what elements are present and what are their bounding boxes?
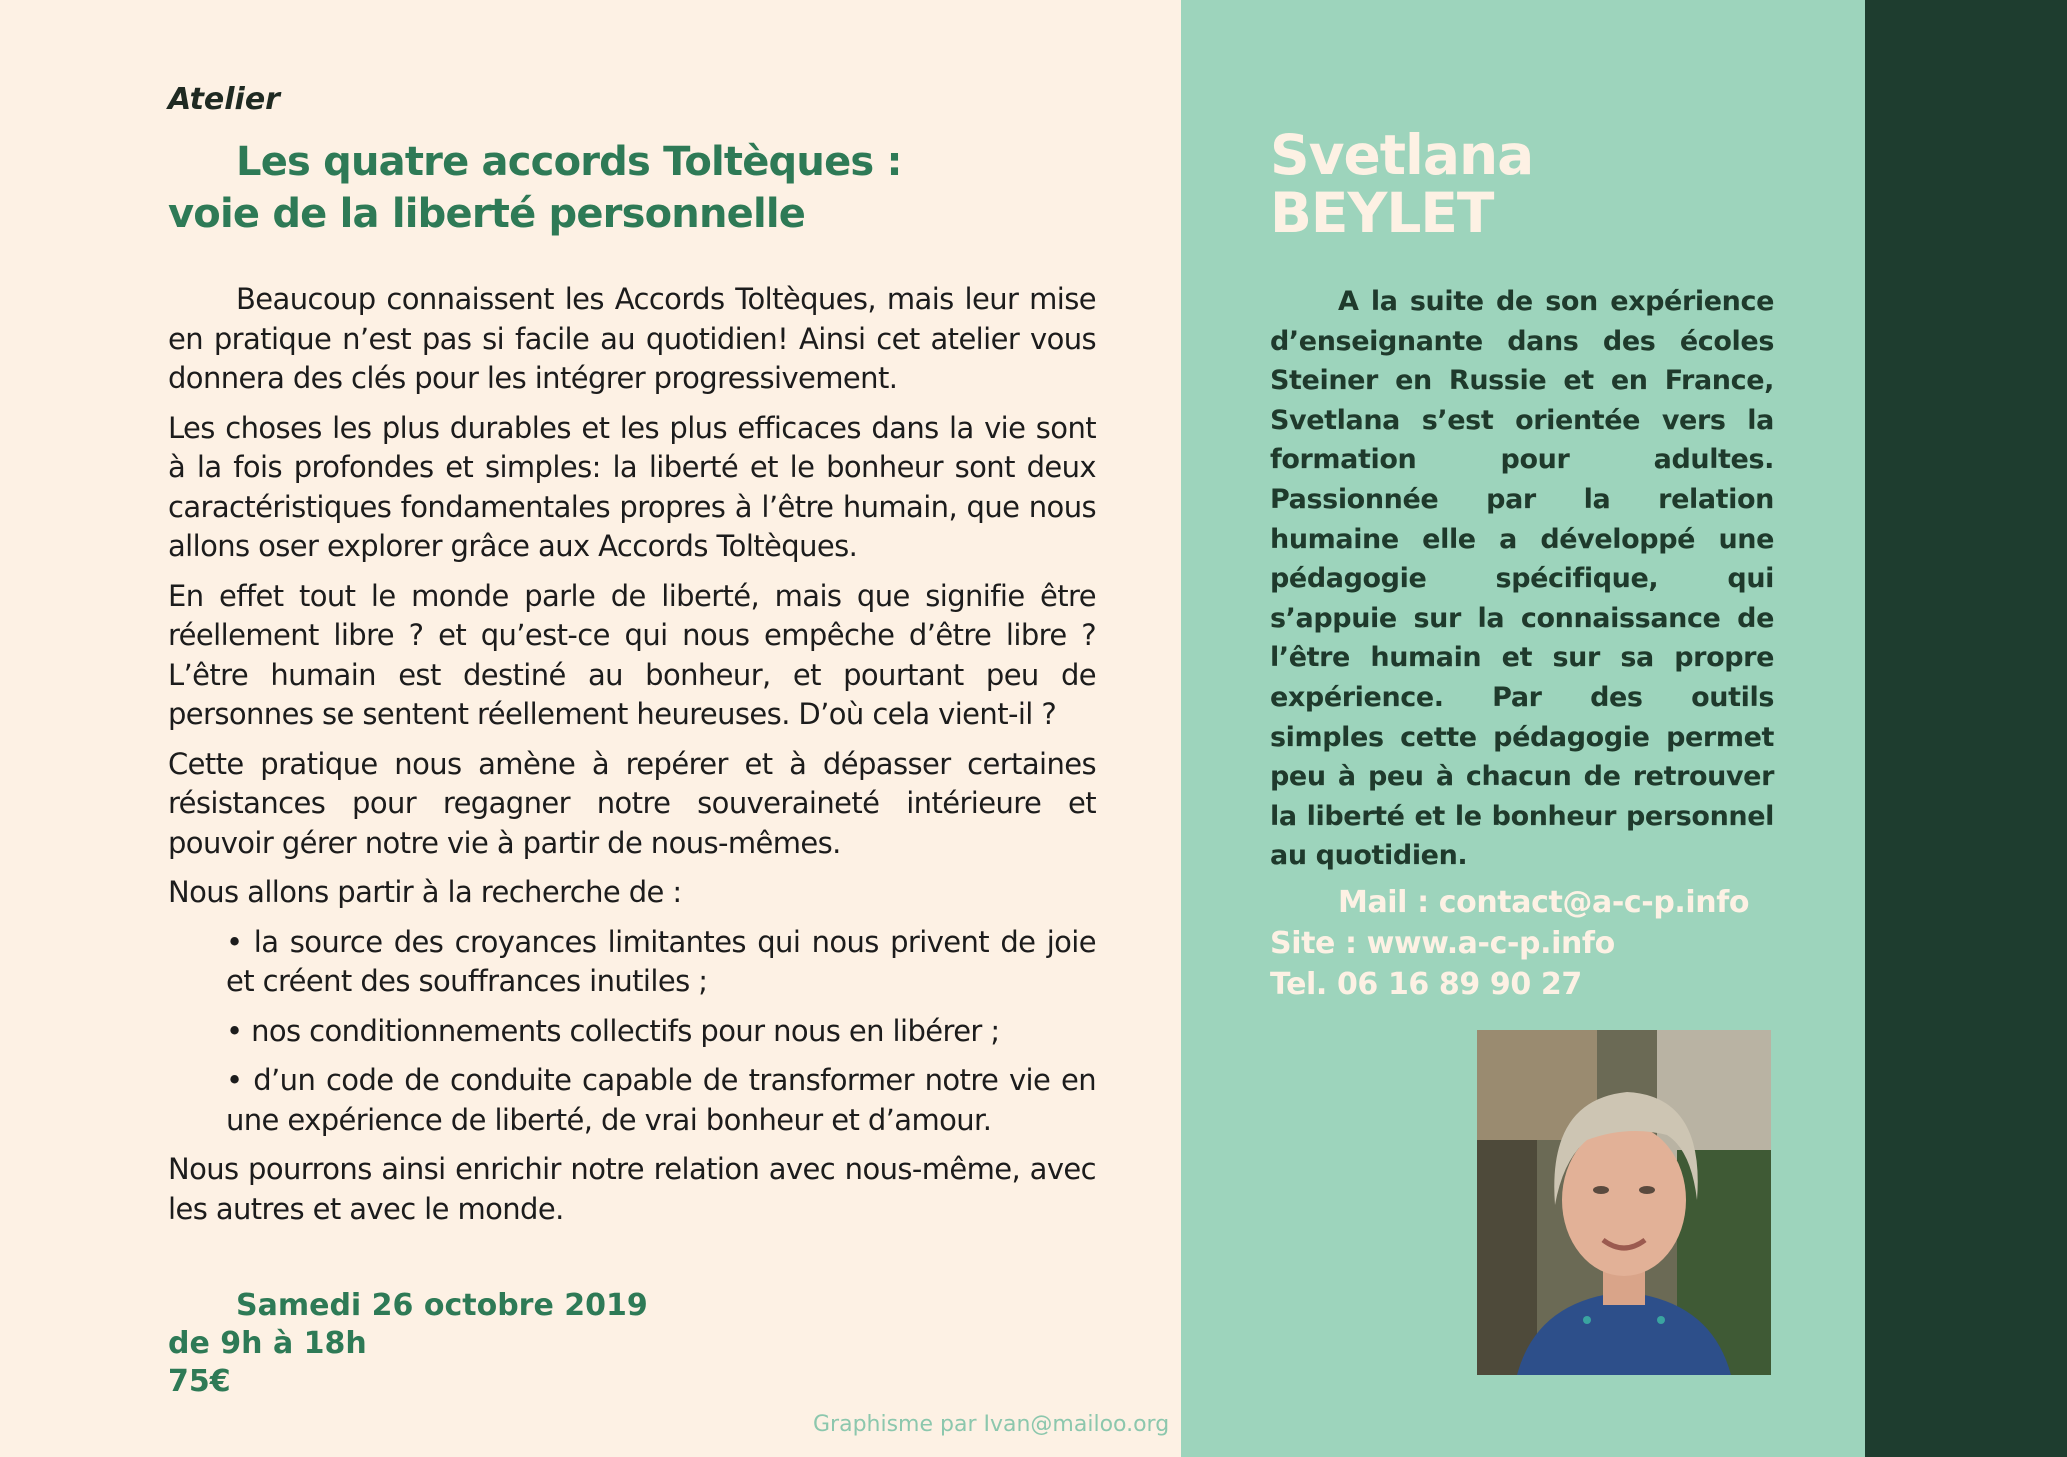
paragraph: Nous allons partir à la recherche de : [168, 875, 682, 909]
contact-site[interactable]: Site : www.a-c-p.info [1270, 926, 1615, 961]
event-hours: de 9h à 18h [168, 1326, 367, 1361]
dark-side-band [1865, 0, 2067, 1457]
presenter-name [1270, 123, 1534, 245]
contact-mail[interactable]: Mail : contact@a-c-p.info [1338, 885, 1750, 920]
event-price: 75€ [168, 1364, 231, 1399]
contact-info [1270, 882, 1749, 1005]
paragraph: En effet tout le monde parle de liberté, mais que signifie être réellement libre ? et qu’est-ce qui nous empêche d’être libre ? L’être humain est destiné au bonheur, et pourtant peu de personnes se sentent réellement heureuses. D’où cela vient-il ? [168, 578, 1096, 731]
kicker-label: Atelier [168, 82, 280, 117]
title-line-2: voie de la liberté personnelle [168, 191, 806, 237]
description-body [168, 280, 1096, 1239]
bullet-item: • la source des croyances limitantes qui nous privent de joie et créent des souffrances inutiles ; [226, 924, 1096, 998]
event-details [168, 1287, 648, 1401]
bullet-item: • nos conditionnements collectifs pour nous en libérer ; [226, 1013, 1000, 1048]
presenter-bio: A la suite de son expérience d’enseignante dans des écoles Steiner en Russie et en France, Svetlana s’est orientée vers la formation pour adultes. Passionnée par la relation humaine elle a développé une pédagogie spécifique, qui s’appuie sur la connaissance de l’être humain et sur sa propre expérience. Par des outils simples cette pédagogie permet peu à peu à chacun de retrouver la liberté et le bonheur personnel au quotidien. [1270, 286, 1774, 872]
title-line-1: Les quatre accords Toltèques : [236, 139, 902, 185]
paragraph: Les choses les plus durables et les plus efficaces dans la vie sont à la fois profondes et simples: la liberté et le bonheur sont deux caractéristiques fondamentales propres à l’être humain, que nous allons oser explorer grâce aux Accords Toltèques. [168, 410, 1096, 563]
paragraph: Cette pratique nous amène à repérer et à dépasser certaines résistances pour regagner notre souveraineté intérieure et pouvoir gérer notre vie à partir de nous-mêmes. [168, 746, 1096, 860]
presenter-photo [1477, 1030, 1771, 1375]
design-credit: Graphisme par Ivan@mailoo.org [813, 1412, 1170, 1437]
paragraph: Beaucoup connaissent les Accords Toltèques, mais leur mise en pratique n’est pas si facile au quotidien! Ainsi cet atelier vous donnera des clés pour les intégrer progressivement. [168, 282, 1096, 395]
event-date: Samedi 26 octobre 2019 [236, 1288, 648, 1323]
last-name: BEYLET [1270, 181, 1494, 245]
first-name: Svetlana [1270, 123, 1534, 187]
contact-phone: Tel. 06 16 89 90 27 [1270, 967, 1582, 1002]
workshop-title [168, 136, 1128, 240]
closing-paragraph: Nous pourrons ainsi enrichir notre relation avec nous-même, avec les autres et avec le monde. [168, 1152, 1096, 1226]
bullet-item: • d’un code de conduite capable de transformer notre vie en une expérience de liberté, de vrai bonheur et d’amour. [226, 1063, 1096, 1137]
